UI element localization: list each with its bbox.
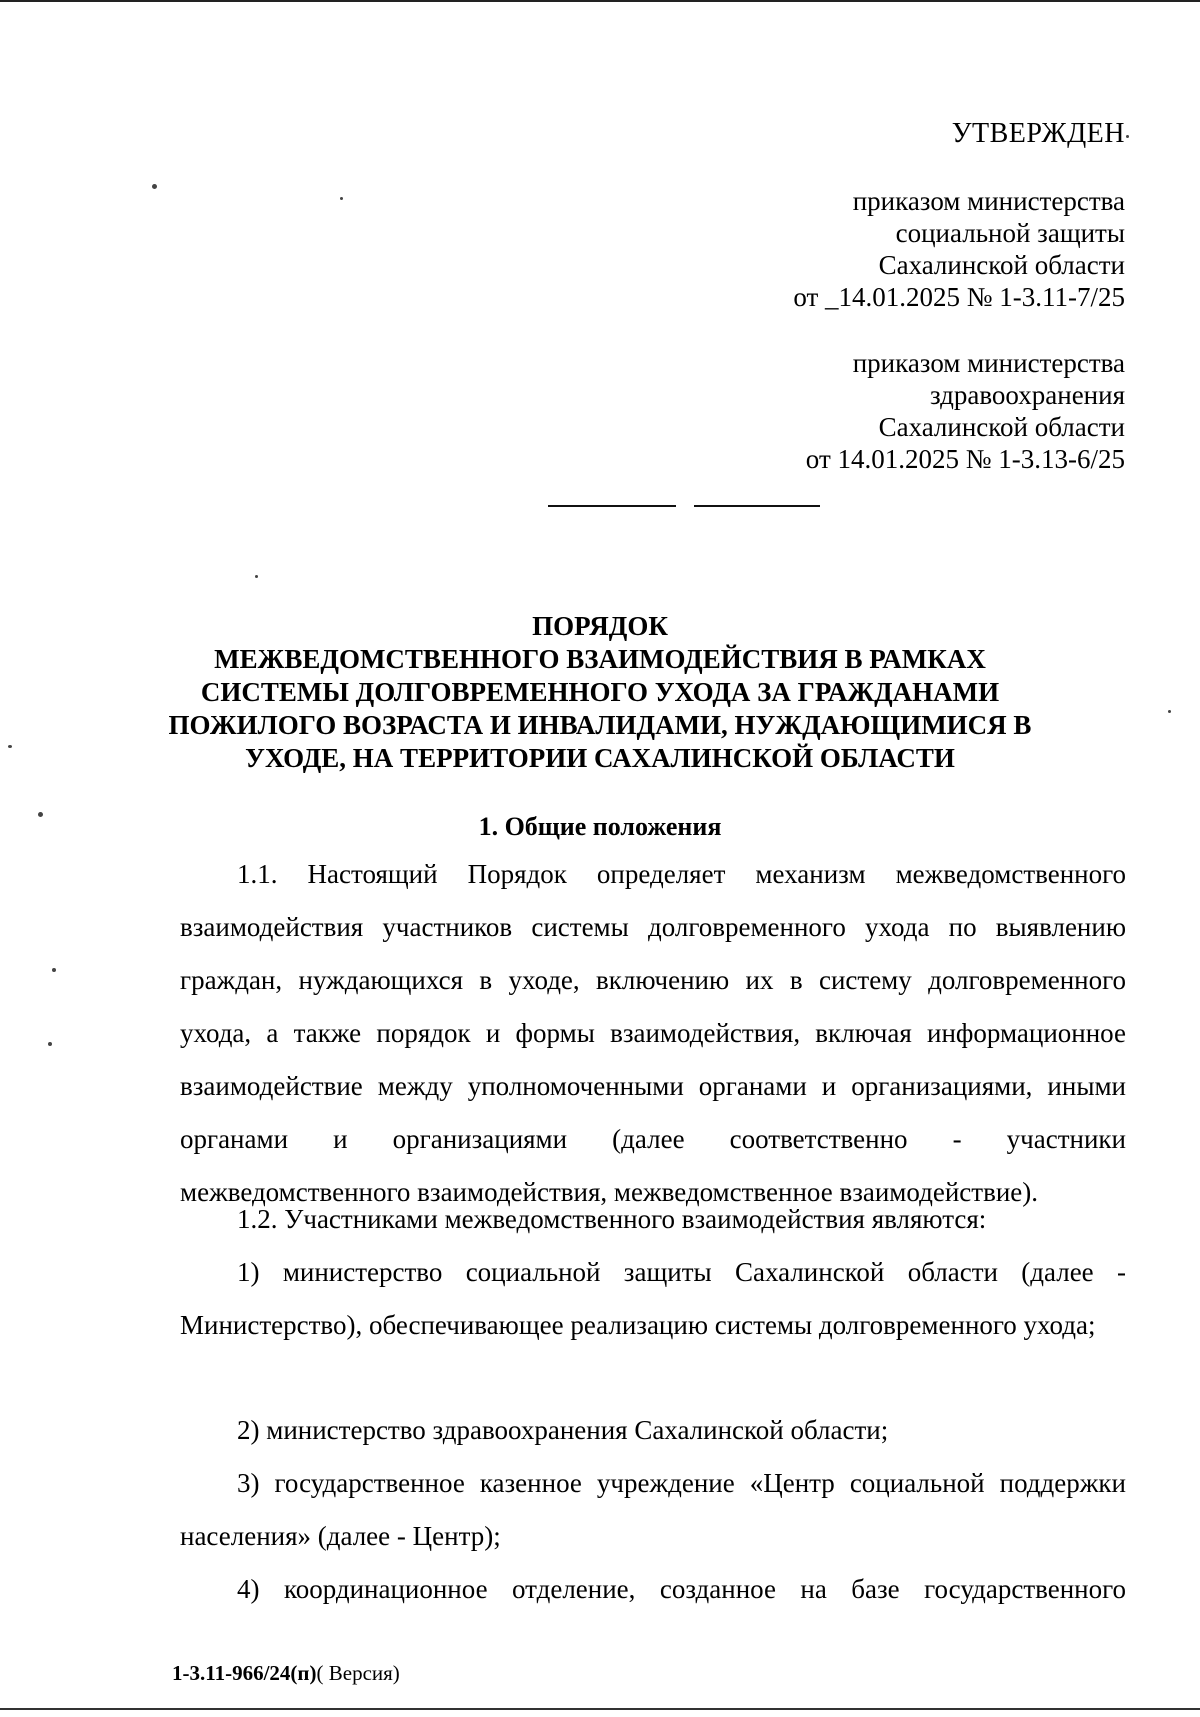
order-health-line: здравоохранения [929, 380, 1125, 410]
title-line: МЕЖВЕДОМСТВЕННОГО ВЗАИМОДЕЙСТВИЯ В РАМКАХ [214, 644, 986, 674]
paragraph-1-1 [180, 848, 1126, 1219]
top-scan-edge [0, 0, 1200, 2]
footer-document-code [172, 1661, 400, 1685]
footer-code: 1-3.11-966/24(п) [172, 1661, 317, 1685]
order-social-date-number: от _14.01.2025 № 1-3.11-7/25 [793, 282, 1125, 312]
separator-line [694, 505, 820, 507]
order-social-line: социальной защиты [895, 218, 1125, 248]
list-item-2 [180, 1404, 1126, 1457]
paragraph-text: 1.1. Настоящий Порядок определяет механизм межведомственного взаимодействия участников системы долговременного ухода по выявлению граждан, нуждающихся в уходе, включению их в систему долговременного ухода, а также порядок и формы взаимодействия, включая информационное взаимодействие между уполномоченными органами и организациями, иными органами и организациями (далее соответственно - участники межведомственного взаимодействия, межведомственное взаимодействие). [180, 859, 1126, 1207]
order-social-line: приказом министерства [852, 186, 1125, 216]
scan-speck [52, 968, 56, 972]
paragraph-1-2 [180, 1193, 1126, 1246]
order-health-date-number: от 14.01.2025 № 1-3.13-6/25 [805, 444, 1125, 474]
list-item-text: 2) министерство здравоохранения Сахалинской области; [237, 1415, 889, 1445]
scan-speck [1168, 710, 1171, 713]
list-item-4 [180, 1563, 1126, 1616]
document-title [130, 610, 1070, 775]
paragraph-text: 1.2. Участниками межведомственного взаимодействия являются: [237, 1204, 987, 1234]
list-item-text: 3) государственное казенное учреждение «Центр социальной поддержки населения» (далее - Центр); [180, 1468, 1126, 1551]
scan-speck [255, 575, 258, 578]
scan-speck [340, 197, 343, 200]
approval-order-health [806, 347, 1125, 475]
order-health-line: приказом министерства [852, 348, 1125, 378]
approval-order-social [793, 185, 1125, 313]
title-line: УХОДЕ, НА ТЕРРИТОРИИ САХАЛИНСКОЙ ОБЛАСТИ [245, 743, 955, 773]
title-line: ПОЖИЛОГО ВОЗРАСТА И ИНВАЛИДАМИ, НУЖДАЮЩИМИСЯ В [168, 710, 1032, 740]
list-item-text: 4) координационное отделение, созданное на базе государственного [237, 1574, 1126, 1604]
title-line: СИСТЕМЫ ДОЛГОВРЕМЕННОГО УХОДА ЗА ГРАЖДАНАМИ [200, 677, 1000, 707]
bottom-scan-edge [0, 1708, 1200, 1710]
list-item-3 [180, 1457, 1126, 1563]
scan-speck [1126, 135, 1129, 138]
order-social-line: Сахалинской области [878, 250, 1125, 280]
footer-version: ( Версия) [316, 1661, 400, 1685]
section-1-title: 1. Общие положения [478, 812, 722, 841]
separator-lines [548, 505, 820, 507]
scan-speck [48, 1042, 52, 1046]
scan-speck [38, 812, 43, 817]
scan-speck [152, 184, 157, 189]
order-health-line: Сахалинской области [878, 412, 1125, 442]
list-item-1 [180, 1246, 1126, 1352]
scan-speck [8, 745, 12, 748]
title-line: ПОРЯДОК [532, 611, 668, 641]
separator-line [548, 505, 676, 507]
approval-heading: УТВЕРЖДЕН [951, 118, 1125, 149]
list-item-text: 1) министерство социальной защиты Сахалинской области (далее - Министерство), обеспечивающее реализацию системы долговременного ухода; [180, 1257, 1126, 1340]
